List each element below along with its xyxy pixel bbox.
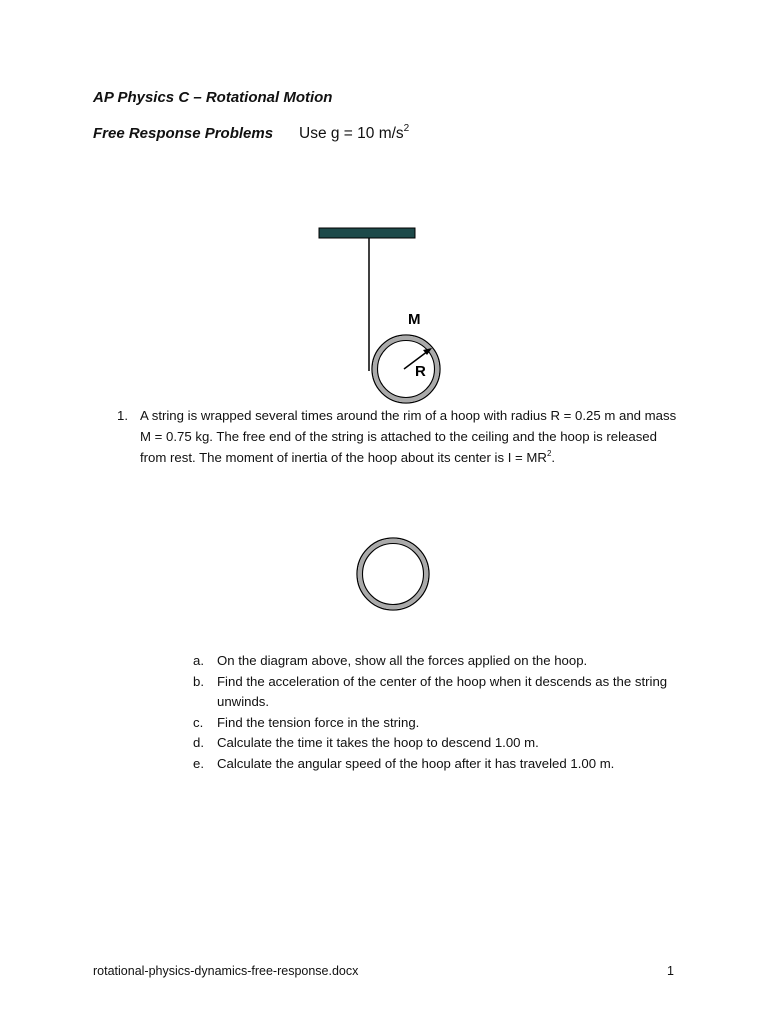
part-letter: b. xyxy=(193,673,204,689)
list-item xyxy=(193,672,693,713)
problem-text-exponent: 2 xyxy=(546,448,552,458)
problem-text-body: A string is wrapped several times around the rim of a hoop with radius R = 0.25 m and mass M = 0.75 kg. The free end of the string is attached to the ceiling and the hoop is released from rest. The moment of inertia of the hoop about its center is I = MR xyxy=(140,408,677,465)
part-letter: c. xyxy=(193,714,204,730)
part-letter: e. xyxy=(193,755,204,771)
problem-parts-list xyxy=(193,651,693,774)
list-item xyxy=(193,754,693,775)
section-subtitle: Free Response Problems xyxy=(93,125,274,142)
list-item xyxy=(193,651,693,672)
problem-number: 1. xyxy=(117,408,128,423)
part-text: Calculate the time it takes the hoop to descend 1.00 m. xyxy=(217,735,539,750)
list-item xyxy=(193,713,693,734)
part-text: Calculate the angular speed of the hoop after it has traveled 1.00 m. xyxy=(217,755,615,771)
footer-filename: rotational-physics-dynamics-free-response.docx xyxy=(93,964,359,978)
problem-text-end: . xyxy=(551,450,556,465)
part-text: On the diagram above, show all the forces applied on the hoop. xyxy=(217,653,588,668)
part-text: Find the tension force in the string. xyxy=(217,714,420,730)
footer-page-number: 1 xyxy=(667,964,674,978)
mass-label: M xyxy=(408,311,421,328)
gravity-note-exponent: 2 xyxy=(403,123,410,134)
blank-hoop-inner-edge xyxy=(363,544,424,605)
list-item xyxy=(193,733,693,754)
part-letter: a. xyxy=(193,653,204,668)
gravity-note-text: Use g = 10 m/s xyxy=(299,125,404,143)
page-title: AP Physics C – Rotational Motion xyxy=(93,89,333,106)
part-letter: d. xyxy=(193,735,204,750)
radius-label: R xyxy=(415,363,426,380)
part-text: Find the acceleration of the center of the hoop when it descends as the string unwinds. xyxy=(217,673,668,709)
